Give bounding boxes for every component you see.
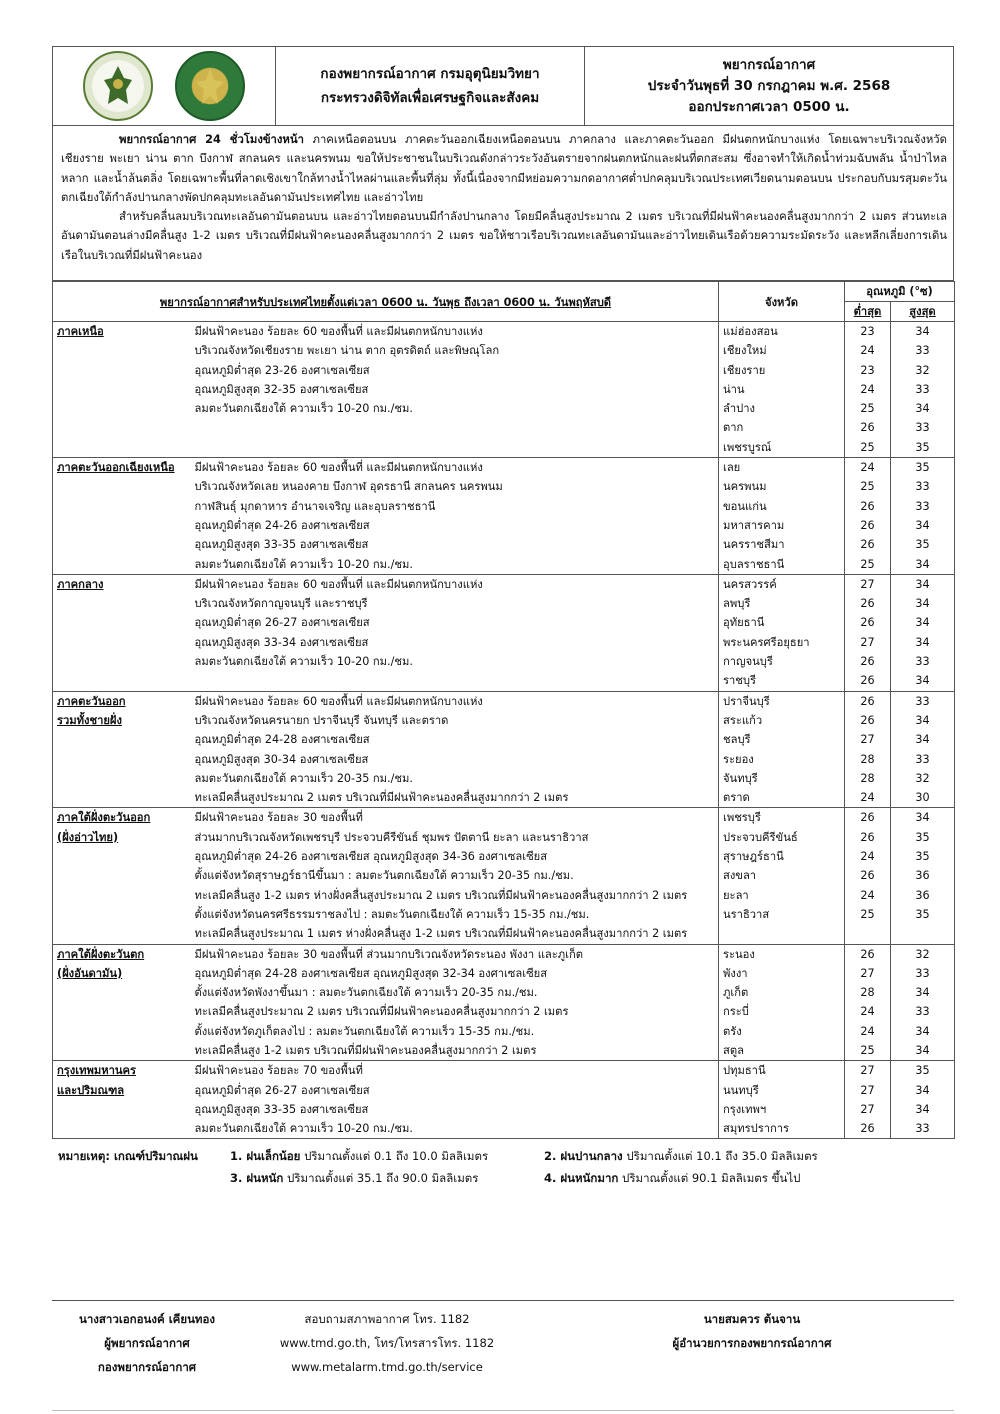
bottom-divider [52,1410,954,1411]
max-temp-value: 33 [915,1005,930,1019]
region-name-line: ภาคใต้ฝั่งตะวันออก [57,811,151,825]
province-name: ตาก [723,421,744,435]
min-temp-value: 26 [860,694,875,708]
region-forecast [191,944,719,1061]
forecast-line: อุณหภูมิต่ำสุด 24-28 องศาเซลเซียส อุณหภูมิสูงสุด 32-34 องศาเซลเซียส [194,966,548,980]
min-temp-value: 25 [860,557,875,571]
forecast-line: ตั้งแต่จังหวัดสุราษฎร์ธานีขึ้นมา : ลมตะวันตกเฉียงใต้ ความเร็ว 20-35 กม./ชม. [194,869,574,883]
region-name [53,458,191,575]
region-name-line: และปริมณฑล [57,1083,125,1097]
min-temp-value: 24 [860,791,875,805]
forecaster-name: นางสาวเอกอนงค์ เคียนทอง [78,1312,216,1326]
max-temp-value: 33 [915,1122,930,1136]
province-name: เพชรบูรณ์ [723,440,772,454]
max-temp-list [891,691,955,808]
summary-lead: พยากรณ์อากาศ 24 ชั่วโมงข้างหน้า [119,133,304,146]
province-name: สงขลา [723,869,757,883]
province-name: ราชบุรี [723,674,756,688]
max-temp-value: 36 [915,869,930,883]
forecast-line: กาฬสินธุ์ มุกดาหาร อำนาจเจริญ และอุบลราชธานี [194,499,436,513]
forecast-line: บริเวณจังหวัดนครนายก ปราจีนบุรี จันทบุรี และตราด [194,713,449,727]
province-name: ภูเก็ต [723,986,749,1000]
min-temp-list [845,1061,891,1139]
min-temp-value: 27 [860,733,875,747]
min-temp-value: 27 [860,635,875,649]
region-name [53,1061,191,1139]
note-2-label: 2. ฝนปานกลาง [544,1149,623,1164]
forecast-line: บริเวณจังหวัดเชียงราย พะเยา น่าน ตาก อุตรดิตถ์ และพิษณุโลก [194,344,500,358]
province-name: เพชรบุรี [723,811,761,825]
province-name: ยะลา [723,888,749,902]
max-temp-value: 34 [915,713,930,727]
region-name-line: รวมทั้งชายฝั่ง [57,713,122,727]
min-temp-value: 26 [860,869,875,883]
province-name: อุบลราชธานี [723,557,785,571]
forecast-line: มีฝนฟ้าคะนอง ร้อยละ 60 ของพื้นที่ และมีฝนตกหนักบางแห่ง [194,325,483,338]
region-name-line: ภาคตะวันออกเฉียงเหนือ [57,461,175,475]
max-temp-list [891,458,955,575]
forecast-period-header: พยากรณ์อากาศสำหรับประเทศไทยตั้งแต่เวลา 0600 น. วันพุธ ถึงเวลา 0600 น. วันพฤหัสบดี [53,282,719,322]
min-temp-value: 26 [860,421,875,435]
province-name: ระยอง [723,752,754,766]
forecast-line: ลมตะวันตกเฉียงใต้ ความเร็ว 10-20 กม./ชม. [194,557,413,571]
max-temp-value: 34 [915,733,930,747]
notes-lead [58,1145,198,1167]
max-temp-value: 33 [915,655,930,669]
forecast-line: ลมตะวันตกเฉียงใต้ ความเร็ว 10-20 กม./ชม. [194,1122,413,1136]
forecast-line: มีฝนฟ้าคะนอง ร้อยละ 60 ของพื้นที่ และมีฝนตกหนักบางแห่ง [194,694,483,708]
forecast-line: ทะเลมีคลื่นสูง 1-2 เมตร บริเวณที่มีฝนฟ้าคะนองคลื่นสูงมากกว่า 2 เมตร [194,1043,537,1057]
max-temp-value: 34 [915,986,930,1000]
forecast-body [53,322,955,1139]
forecast-line: อุณหภูมิสูงสุด 33-35 องศาเซลเซียส [194,1102,369,1116]
province-name: นนทบุรี [723,1083,759,1097]
footer [52,1300,954,1374]
contact-phone: สอบถามสภาพอากาศ โทร. 1182 [304,1312,470,1326]
forecast-line: ตั้งแต่จังหวัดพังงาขึ้นมา : ลมตะวันตกเฉียงใต้ ความเร็ว 20-35 กม./ชม. [194,986,538,1000]
min-temp-value: 26 [860,655,875,669]
contact-alarm-link[interactable]: www.metalarm.tmd.go.th/service [291,1360,483,1374]
max-temp-value: 34 [915,1043,930,1057]
forecast-line: อุณหภูมิสูงสุด 33-35 องศาเซลเซียส [194,538,369,552]
note-3 [230,1167,478,1189]
min-temp-value: 26 [860,518,875,532]
forecast-line: ทะเลมีคลื่นสูงประมาณ 1 เมตร ห่างฝั่งคลื่นสูง 1-2 เมตร บริเวณที่มีฝนฟ้าคะนองคลื่นสูงมากกว่า 2 เมตร [194,927,688,941]
region-forecast [191,691,719,808]
min-temp-value: 25 [860,1043,875,1057]
note-1 [230,1145,488,1167]
province-name: นครพนม [723,480,767,494]
max-temp-value: 33 [915,966,930,980]
min-temp-value: 26 [860,811,875,825]
forecast-line: อุณหภูมิต่ำสุด 24-28 องศาเซลเซียส [194,733,370,747]
min-temp-list [845,808,891,944]
region-name-line: ภาคเหนือ [57,325,104,338]
max-temp-value: 32 [915,947,930,961]
logos [53,47,276,125]
title-line2: ประจำวันพุธที่ 30 กรกฎาคม พ.ศ. 2568 [647,77,891,94]
forecast-line: บริเวณจังหวัดเลย หนองคาย บึงกาฬ อุดรธานี สกลนคร นครพนม [194,480,503,494]
director-signature [642,1307,862,1355]
region-row [53,1061,955,1139]
max-temp-list [891,944,955,1061]
contact-info [262,1307,512,1379]
max-temp-value: 33 [915,344,930,358]
max-temp-list [891,1061,955,1139]
province-name: นครสวรรค์ [723,577,777,591]
max-temp-value: 33 [915,480,930,494]
min-temp-value: 24 [860,344,875,358]
forecast-line: อุณหภูมิต่ำสุด 26-27 องศาเซลเซียส [194,616,370,630]
note-2 [544,1145,818,1167]
forecast-line: ทะเลมีคลื่นสูงประมาณ 2 เมตร บริเวณที่มีฝนฟ้าคะนองคลื่นสูงมากกว่า 2 เมตร [194,1005,569,1019]
min-temp-value: 28 [860,986,875,1000]
min-temp-value: 24 [860,1024,875,1038]
min-temp-list [845,458,891,575]
province-name: แม่ฮ่องสอน [723,325,778,338]
min-temp-value: 28 [860,752,875,766]
max-temp-value: 34 [915,616,930,630]
min-temp-value: 27 [860,1102,875,1116]
province-name: นครราชสีมา [723,538,785,552]
region-forecast [191,1061,719,1139]
max-temp-value: 34 [915,811,930,825]
agency-line1: กองพยากรณ์อากาศ กรมอุตุนิยมวิทยา [320,66,540,82]
province-name: สระแก้ว [723,713,763,727]
province-list [719,322,845,458]
note-4-text: ปริมาณตั้งแต่ 90.1 มิลลิเมตร ขึ้นไป [618,1171,801,1186]
min-temp-value: 26 [860,499,875,513]
contact-website[interactable]: www.tmd.go.th, โทร/โทรสารโทร. 1182 [279,1336,495,1350]
max-temp-value: 34 [915,1083,930,1097]
province-name: สมุทรปราการ [723,1122,790,1136]
province-list [719,808,845,944]
province-list [719,574,845,691]
region-name [53,322,191,458]
max-temp-value: 34 [915,557,930,571]
max-temp-value: 34 [915,402,930,416]
forecast-line: ตั้งแต่จังหวัดภูเก็ตลงไป : ลมตะวันตกเฉียงใต้ ความเร็ว 15-35 กม./ชม. [194,1024,535,1038]
min-temp-value: 24 [860,461,875,475]
province-header: จังหวัด [719,282,845,322]
agency-name [276,47,585,125]
max-temp-value: 35 [915,850,930,864]
min-temp-list [845,944,891,1061]
province-name: เลย [723,461,741,475]
province-name: ปราจีนบุรี [723,694,770,708]
forecast-line: อุณหภูมิสูงสุด 30-34 องศาเซลเซียส [194,752,369,766]
province-name: พังงา [723,966,748,980]
region-name-line: ภาคกลาง [57,577,104,591]
province-name: ประจวบคีรีขันธ์ [723,830,798,844]
note-3-label: 3. ฝนหนัก [230,1171,284,1186]
director-name: นายสมควร ต้นจาน [703,1312,801,1326]
min-temp-list [845,574,891,691]
summary-text1: ภาคเหนือตอนบน ภาคตะวันออกเฉียงเหนือตอนบน ภาคกลาง และภาคตะวันออก มีฝนตกหนักบางแห่ง โดยเฉพาะบริเวณจังหวัดเชียงราย พะเยา น่าน ตาก บึงกาฬ สกลนคร และนครพนม ขอให้ประชาชนในบริเวณดังกล่าวระวังอันตรายจากฝนตกหนักและฝนที่ตกสะสม ซึ่งอาจทำให้เกิดน้ำท่วมฉับพลัน น้ำป่าไหลหลาก และน้ำล้นตลิ่ง โดยเฉพาะพื้นที่ลาดเชิงเขาใกล้ทางน้ำไหลผ่านและพื้นที่ลุ่ม ทั้งนี้เนื่องจากมีหย่อมความกดอากาศต่ำปกคลุมบริเวณประเทศเวียดนามตอนบน ประกอบกับมรสุมตะวันตกเฉียงใต้กำลังปานกลางพัดปกคลุมทะเลอันดามันประเทศไทย และอ่าวไทย [61,133,947,204]
min-temp-value: 26 [860,1122,875,1136]
note-3-text: ปริมาณตั้งแต่ 35.1 ถึง 90.0 มิลลิเมตร [283,1171,479,1186]
province-name: ปทุมธานี [723,1064,766,1078]
region-row [53,808,955,944]
province-name: ระนอง [723,947,755,961]
region-row [53,944,955,1061]
max-temp-value: 34 [915,597,930,611]
note-1-label: 1. ฝนเล็กน้อย [230,1149,301,1164]
summary [52,126,954,281]
province-list [719,1061,845,1139]
region-name-line: ภาคใต้ฝั่งตะวันตก [57,947,145,961]
max-temp-value: 34 [915,325,930,338]
forecaster-role: ผู้พยากรณ์อากาศ [104,1336,190,1350]
max-temp-value: 34 [915,518,930,532]
max-temp-value: 34 [915,1024,930,1038]
region-forecast [191,808,719,944]
forecast-line: ตั้งแต่จังหวัดนครศรีธรรมราชลงไป : ลมตะวันตกเฉียงใต้ ความเร็ว 15-35 กม./ชม. [194,907,590,921]
min-temp-value: 26 [860,597,875,611]
forecaster-signature [52,1307,242,1379]
max-temp-value: 33 [915,382,930,396]
min-temp-value: 25 [860,440,875,454]
province-name: พระนครศรีอยุธยา [723,635,810,649]
forecast-line: มีฝนฟ้าคะนอง ร้อยละ 70 ของพื้นที่ [194,1064,363,1078]
max-temp-value: 34 [915,1102,930,1116]
min-temp-value: 26 [860,947,875,961]
province-name: ลพบุรี [723,597,751,611]
note-2-text: ปริมาณตั้งแต่ 10.1 ถึง 35.0 มิลลิเมตร [622,1149,818,1164]
forecast-table [52,281,955,1139]
forecast-line: ลมตะวันตกเฉียงใต้ ความเร็ว 10-20 กม./ชม. [194,402,413,416]
notes-lead-text: หมายเหตุ: เกณฑ์ปริมาณฝน [58,1149,198,1164]
max-temp-list [891,574,955,691]
forecast-line: อุณหภูมิต่ำสุด 24-26 องศาเซลเซียส อุณหภูมิสูงสุด 34-36 องศาเซลเซียส [194,850,548,864]
title-line1: พยากรณ์อากาศ [722,56,816,73]
min-temp-value: 26 [860,830,875,844]
region-forecast [191,574,719,691]
region-forecast [191,322,719,458]
min-temp-value: 23 [860,363,875,377]
forecast-line: อุณหภูมิสูงสุด 33-34 องศาเซลเซียส [194,635,369,649]
province-name: ลำปาง [723,402,755,416]
max-temp-value: 30 [915,791,930,805]
province-name: กาญจนบุรี [723,655,773,669]
title-line3: ออกประกาศเวลา 0500 น. [688,98,850,115]
forecaster-division: กองพยากรณ์อากาศ [97,1360,197,1374]
max-temp-value: 34 [915,577,930,591]
tmd-emblem-icon [83,51,153,121]
forecast-line: ทะเลมีคลื่นสูง 1-2 เมตร ห่างฝั่งคลื่นสูงประมาณ 2 เมตร บริเวณที่มีฝนฟ้าคะนองคลื่นสูงมากกว่า 2 เมตร [194,888,688,902]
max-temp-value: 36 [915,888,930,902]
forecast-line: มีฝนฟ้าคะนอง ร้อยละ 30 ของพื้นที่ [194,811,363,825]
agency-line2: กระทรวงดิจิทัลเพื่อเศรษฐกิจและสังคม [320,90,540,106]
region-name-line: กรุงเทพมหานคร [57,1064,136,1078]
max-temp-value: 33 [915,499,930,513]
note-1-text: ปริมาณตั้งแต่ 0.1 ถึง 10.0 มิลลิเมตร [300,1149,489,1164]
province-name: ตรัง [723,1024,742,1038]
province-name: กรุงเทพฯ [723,1102,767,1116]
forecast-line: มีฝนฟ้าคะนอง ร้อยละ 60 ของพื้นที่ และมีฝนตกหนักบางแห่ง [194,461,483,475]
director-role: ผู้อำนวยการกองพยากรณ์อากาศ [672,1336,832,1350]
province-name: สุราษฎร์ธานี [723,850,784,864]
min-temp-value: 27 [860,1064,875,1078]
province-name: ตราด [723,791,750,805]
region-row [53,322,955,458]
min-temp-value: 24 [860,888,875,902]
summary-para2: สำหรับคลื่นลมบริเวณทะเลอันดามันตอนบน และอ่าวไทยตอนบนมีกำลังปานกลาง โดยมีคลื่นสูงประมาณ 2 เมตร บริเวณที่มีฝนฟ้าคะนองคลื่นสูงมากกว่า 2 เมตร ส่วนทะเลอันดามันตอนล่างมีคลื่นสูง 1-2 เมตร บริเวณที่มีฝนฟ้าคะนองคลื่นสูงมากกว่า 2 เมตร ขอให้ชาวเรือบริเวณทะเลอันดามันและอ่าวไทยเดินเรือด้วยความระมัดระวัง และหลีกเลี่ยงการเดินเรือในบริเวณที่มีฝนฟ้าคะนอง [61,210,947,262]
province-name: มหาสารคาม [723,518,785,532]
min-temp-list [845,322,891,458]
temp-header: อุณหภูมิ (°ซ) [845,282,955,302]
max-temp-list [891,322,955,458]
note-4 [544,1167,800,1189]
max-temp-value: 34 [915,674,930,688]
max-temp-header: สูงสุด [891,302,955,322]
doc-title [585,47,953,125]
province-list [719,458,845,575]
region-name [53,574,191,691]
max-temp-value: 33 [915,694,930,708]
region-name-line: ภาคตะวันออก [57,694,126,708]
province-list [719,691,845,808]
forecast-line: อุณหภูมิต่ำสุด 24-26 องศาเซลเซียส [194,518,370,532]
forecast-line: อุณหภูมิต่ำสุด 26-27 องศาเซลเซียส [194,1083,370,1097]
max-temp-list [891,808,955,944]
min-temp-value: 27 [860,1083,875,1097]
region-row [53,574,955,691]
min-temp-value: 28 [860,771,875,785]
max-temp-value: 32 [915,771,930,785]
forecast-line: ลมตะวันตกเฉียงใต้ ความเร็ว 10-20 กม./ชม. [194,655,413,669]
min-temp-value: 25 [860,480,875,494]
region-row [53,691,955,808]
region-row [53,458,955,575]
forecast-line: มีฝนฟ้าคะนอง ร้อยละ 30 ของพื้นที่ ส่วนมากบริเวณจังหวัดระนอง พังงา และภูเก็ต [194,947,584,961]
max-temp-value: 35 [915,1064,930,1078]
region-name [53,691,191,808]
province-name: ชลบุรี [723,733,751,747]
min-temp-value: 23 [860,325,875,338]
min-temp-value: 25 [860,402,875,416]
province-name: อุทัยธานี [723,616,765,630]
province-list [719,944,845,1061]
forecast-line: มีฝนฟ้าคะนอง ร้อยละ 60 ของพื้นที่ และมีฝนตกหนักบางแห่ง [194,577,483,591]
forecast-line: ทะเลมีคลื่นสูงประมาณ 2 เมตร บริเวณที่มีฝนฟ้าคะนองคลื่นสูงมากกว่า 2 เมตร [194,791,569,805]
forecast-line: บริเวณจังหวัดกาญจนบุรี และราชบุรี [194,597,368,611]
summary-para1 [61,130,947,207]
forecast-line: ส่วนมากบริเวณจังหวัดเพชรบุรี ประจวบคีรีขันธ์ ชุมพร ปัตตานี ยะลา และนราธิวาส [194,830,589,844]
forecast-line: อุณหภูมิสูงสุด 32-35 องศาเซลเซียส [194,382,369,396]
min-temp-value: 27 [860,577,875,591]
min-temp-value: 26 [860,616,875,630]
min-temp-value: 26 [860,674,875,688]
province-name: กระบี่ [723,1005,749,1019]
forecast-line: อุณหภูมิต่ำสุด 23-26 องศาเซลเซียส [194,363,370,377]
region-name [53,944,191,1061]
header [52,46,954,126]
province-name: จันทบุรี [723,771,758,785]
max-temp-value: 35 [915,461,930,475]
max-temp-value: 33 [915,752,930,766]
province-name: นราธิวาส [723,907,770,921]
province-name: เชียงราย [723,363,766,377]
note-4-label: 4. ฝนหนักมาก [544,1171,619,1186]
rain-criteria-notes [52,1145,954,1193]
forecast-line: ลมตะวันตกเฉียงใต้ ความเร็ว 20-35 กม./ชม. [194,771,413,785]
region-name [53,808,191,944]
max-temp-value: 35 [915,907,930,921]
region-name-line: (ฝั่งอ่าวไทย) [57,830,119,844]
max-temp-value: 35 [915,440,930,454]
mdes-emblem-icon [175,51,245,121]
min-temp-value: 26 [860,538,875,552]
max-temp-value: 32 [915,363,930,377]
province-name: เชียงใหม่ [723,344,767,358]
min-temp-header: ต่ำสุด [845,302,891,322]
min-temp-value: 25 [860,907,875,921]
min-temp-value: 24 [860,1005,875,1019]
province-name: ขอนแก่น [723,499,767,513]
min-temp-list [845,691,891,808]
max-temp-value: 35 [915,538,930,552]
max-temp-value: 34 [915,635,930,649]
min-temp-value: 26 [860,713,875,727]
max-temp-value: 33 [915,421,930,435]
min-temp-value: 27 [860,966,875,980]
forecast-sheet [52,46,954,1193]
min-temp-value: 24 [860,382,875,396]
province-name: สตูล [723,1043,744,1057]
min-temp-value: 24 [860,850,875,864]
max-temp-value: 35 [915,830,930,844]
region-forecast [191,458,719,575]
region-name-line: (ฝั่งอันดามัน) [57,966,123,980]
province-name: น่าน [723,382,745,396]
